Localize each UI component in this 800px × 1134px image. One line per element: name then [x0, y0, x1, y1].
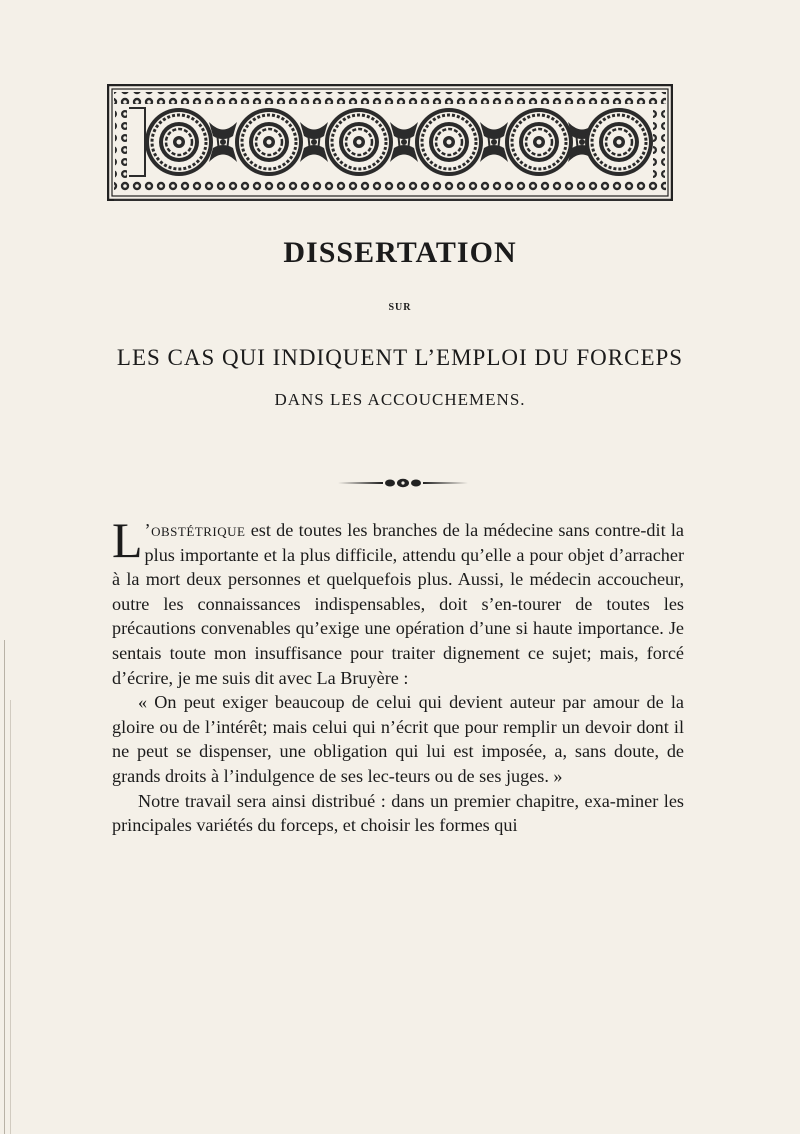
paragraph-1-text: est de toutes les branches de la médecine sans contre-dit la plus importante et la plus difficile, attendu qu’elle a pour objet d’arracher à la mort deux personnes et quelquefois plus. Aussi, le médecin accoucheur, outre les connaissances indispensables, doit s’en-tourer de toutes les précautions convenables qu’exige une opération d’une si haute importance. Je sentais toute mon insuffisance pour traiter dignement ce sujet; mais, forcé d’écrire, je me suis dit avec La Bruyère :: [112, 520, 684, 688]
first-word: ’obstétrique: [144, 520, 246, 540]
scan-edge-mark-2: [10, 700, 11, 1134]
body-text: [112, 512, 684, 838]
title-connector: SUR: [388, 302, 412, 313]
document-title: DISSERTATION: [283, 236, 517, 269]
drop-cap: L: [112, 512, 143, 568]
paragraph-1: [112, 512, 684, 690]
subtitle-line-2: DANS LES ACCOUCHEMENS.: [274, 390, 526, 409]
ornamental-divider: [338, 478, 468, 488]
subtitle-line-1: LES CAS QUI INDIQUENT L’EMPLOI DU FORCEPS: [116, 345, 684, 370]
scan-edge-mark: [4, 640, 5, 1134]
paragraph-2-quote: « On peut exiger beaucoup de celui qui devient auteur par amour de la gloire ou de l’intérêt; mais celui qui n’écrit que pour remplir un devoir dont il ne peut se dispenser, une obligation qui lui est imposée, a, sans doute, de grands droits à l’indulgence de ses lec-teurs ou de ses juges. »: [112, 692, 684, 786]
paragraph-3: Notre travail sera ainsi distribué : dans un premier chapitre, exa-miner les principales variétés du forceps, et choisir les formes qui: [112, 790, 684, 836]
decorative-header-band: [107, 84, 673, 201]
